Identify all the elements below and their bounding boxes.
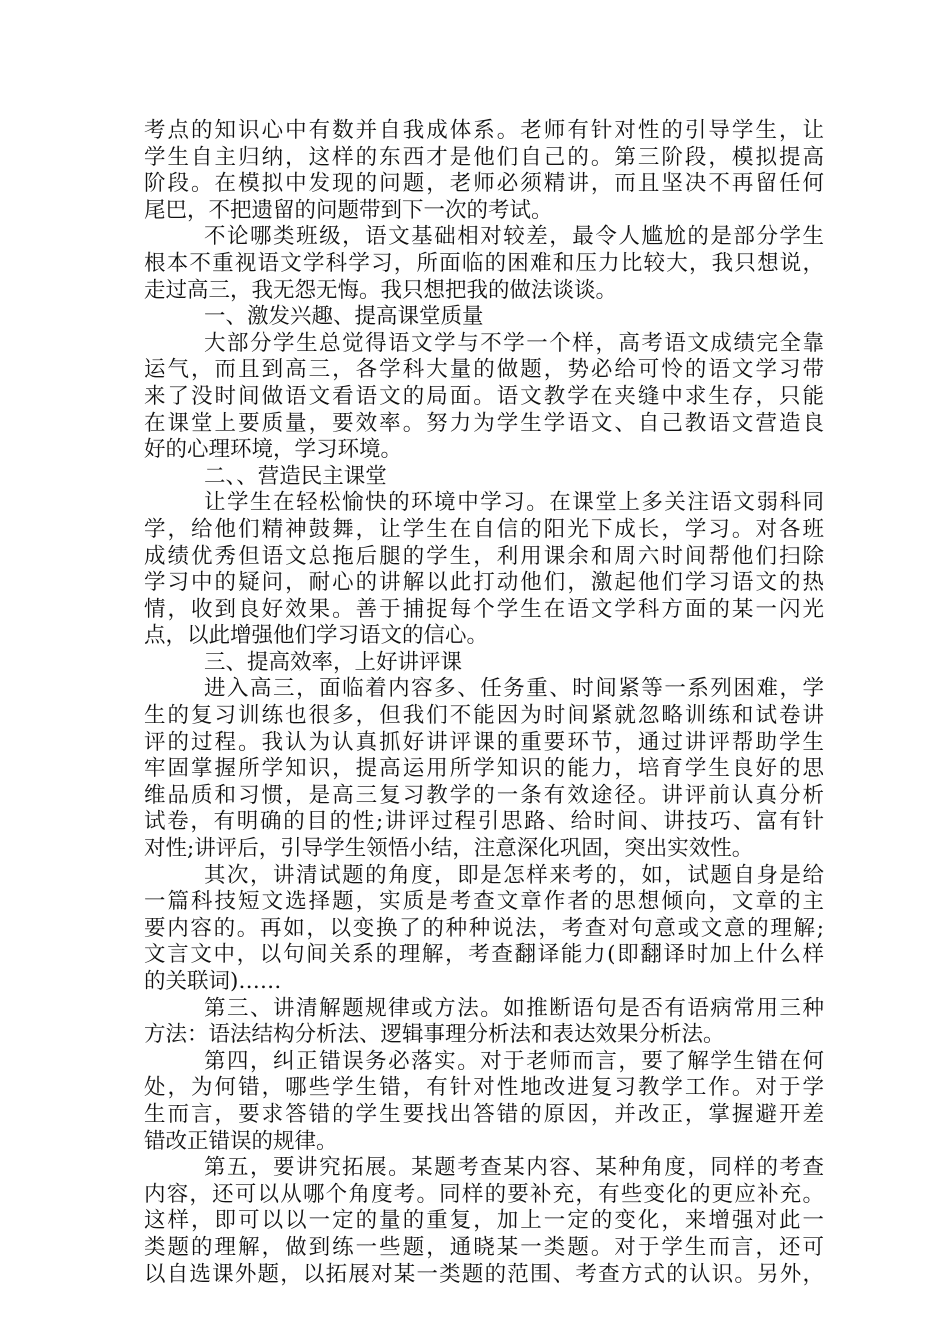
- text-line: 生的复习训练也很多，但我们不能因为时间紧就忽略训练和试卷讲: [144, 703, 824, 729]
- text-line: 尾巴，不把遗留的问题带到下一次的考试。: [144, 197, 553, 223]
- text-line: 方法：语法结构分析法、逻辑事理分析法和表达效果分析法。: [144, 1022, 725, 1048]
- text-line: 其次，讲清试题的角度，即是怎样来考的，如，试题自身是给: [204, 862, 824, 888]
- text-line: 内容，还可以从哪个角度考。同样的要补充，有些变化的更应补充。: [144, 1181, 824, 1207]
- text-line: 在课堂上要质量，要效率。努力为学生学语文、自己教语文营造良: [144, 410, 824, 436]
- text-line: 生而言，要求答错的学生要找出答错的原因，并改正，掌握避开差: [144, 1101, 824, 1127]
- text-line: 第四，纠正错误务必落实。对于老师而言，要了解学生错在何: [204, 1048, 824, 1074]
- text-line: 一、激发兴趣、提高课堂质量: [204, 304, 484, 330]
- text-line: 不论哪类班级，语文基础相对较差，最令人尴尬的是部分学生: [204, 224, 824, 250]
- text-line: 处，为何错，哪些学生错，有针对性地改进复习教学工作。对于学: [144, 1075, 824, 1101]
- document-body: [144, 118, 824, 1288]
- text-line: 错改正错误的规律。: [144, 1128, 338, 1154]
- text-line: 学习中的疑问，耐心的讲解以此打动他们，激起他们学习语文的热: [144, 570, 824, 596]
- text-line: 第五，要讲究拓展。某题考查某内容、某种角度，同样的考查: [204, 1155, 824, 1181]
- text-line: 让学生在轻松愉快的环境中学习。在课堂上多关注语文弱科同: [204, 490, 824, 516]
- text-line: 的关联词)……: [144, 969, 282, 994]
- text-line: 运气，而且到高三，各学科大量的做题，势必给可怜的语文学习带: [144, 357, 824, 383]
- text-line: 阶段。在模拟中发现的问题，老师必须精讲，而且坚决不再留任何: [144, 171, 824, 197]
- text-line: 以自选课外题，以拓展对某一类题的范围、考查方式的认识。另外，: [144, 1261, 824, 1287]
- text-line: 牢固掌握所学知识，提高运用所学知识的能力，培育学生良好的思: [144, 756, 824, 782]
- text-line: 学生自主归纳，这样的东西才是他们自己的。第三阶段，模拟提高: [144, 144, 824, 170]
- text-line: 走过高三，我无怨无悔。我只想把我的做法谈谈。: [144, 277, 618, 303]
- text-line: 第三、讲清解题规律或方法。如推断语句是否有语病常用三种: [204, 995, 824, 1021]
- text-line: 类题的理解，做到练一些题，通晓某一类题。对于学生而言，还可: [144, 1234, 824, 1260]
- text-line: 根本不重视语文学科学习，所面临的困难和压力比较大，我只想说，: [144, 250, 824, 276]
- text-line: 这样，即可以以一定的量的重复，加上一定的变化，来增强对此一: [144, 1208, 824, 1234]
- text-line: 点，以此增强他们学习语文的信心。: [144, 623, 489, 649]
- text-line: 学，给他们精神鼓舞，让学生在自信的阳光下成长，学习。对各班: [144, 516, 824, 542]
- text-line: 进入高三，面临着内容多、任务重、时间紧等一系列困难，学: [204, 676, 824, 702]
- text-line: 试卷，有明确的目的性;讲评过程引思路、给时间、讲技巧、富有针: [144, 809, 824, 835]
- text-line: 维品质和习惯，是高三复习教学的一条有效途径。讲评前认真分析: [144, 782, 824, 808]
- text-line: 对性;讲评后，引导学生领悟小结，注意深化巩固，突出实效性。: [144, 836, 754, 862]
- text-line: 一篇科技短文选择题，实质是考查文章作者的思想倾向，文章的主: [144, 889, 824, 915]
- text-line: 来了没时间做语文看语文的局面。语文教学在夹缝中求生存，只能: [144, 383, 824, 409]
- text-line: 成绩优秀但语文总拖后腿的学生，利用课余和周六时间帮他们扫除: [144, 543, 824, 569]
- text-line: 评的过程。我认为认真抓好讲评课的重要环节，通过讲评帮助学生: [144, 729, 824, 755]
- text-line: 情，收到良好效果。善于捕捉每个学生在语文学科方面的某一闪光: [144, 596, 824, 622]
- text-line: 要内容的。再如，以变换了的种种说法，考查对句意或文意的理解;: [144, 915, 824, 941]
- text-line: 文言文中，以句间关系的理解，考查翻译能力(即翻译时加上什么样: [144, 942, 824, 968]
- text-line: 三、提高效率，上好讲评课: [204, 649, 463, 675]
- text-line: 好的心理环境，学习环境。: [144, 437, 403, 463]
- text-line: 二、、营造民主课堂: [204, 463, 387, 489]
- text-line: 大部分学生总觉得语文学与不学一个样，高考语文成绩完全靠: [204, 330, 824, 356]
- text-line: 考点的知识心中有数并自我成体系。老师有针对性的引导学生，让: [144, 118, 824, 143]
